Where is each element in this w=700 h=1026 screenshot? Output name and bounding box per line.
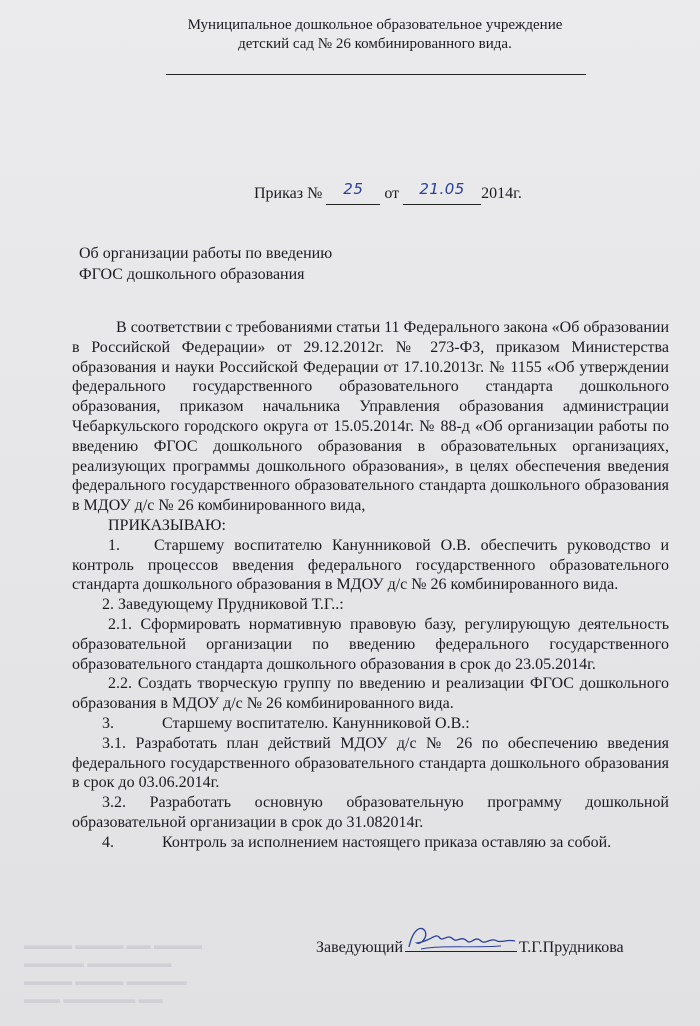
order-date-blank (403, 180, 481, 205)
order-year: 2014г. (481, 185, 522, 202)
item-3-2: 3.2. Разработать основную образовательную программу дошкольной образовательной организации в срок до 31.082014г. (72, 794, 669, 831)
item-2: 2. Заведующему Прудниковой Т.Г..: (102, 596, 344, 614)
header-line-1: Муниципальное дошкольное образовательное учреждение (187, 17, 563, 33)
item-1 (72, 536, 669, 595)
item-4-text: Контроль за исполнением настоящего приказа оставляю за собой. (162, 833, 612, 851)
institution-header (160, 16, 590, 54)
title-line-2: ФГОС дошкольного образования (79, 266, 305, 283)
order-number-blank (326, 180, 380, 205)
item-4 (72, 833, 669, 853)
header-divider (166, 74, 586, 75)
signature-line (405, 935, 517, 952)
document-title (79, 243, 332, 285)
header-line-2: детский сад № 26 комбинированного вида. (238, 36, 512, 52)
item-4-number: 4. (102, 833, 114, 851)
item-1-number: 1. (108, 536, 120, 554)
document-body (72, 318, 669, 853)
item-2-1: 2.1. Сформировать нормативную правовую базу, регулирующую деятельность образовательной организации по введению федерального государственного образовательного стандарта дошкольного образования в срок до 23.05.2014г. (72, 615, 669, 673)
handwritten-signature (401, 921, 521, 955)
title-line-1: Об организации работы по введению (79, 245, 333, 262)
item-3 (72, 714, 669, 734)
item-3-1: 3.1. Разработать план действий МДОУ д/с № 26 по обеспечению введения федерального государственного образовательного стандарта дошкольного образования в срок до 03.06.2014г. (72, 734, 669, 792)
order-prefix: Приказ № (254, 185, 323, 202)
signature-block (316, 935, 624, 958)
order-date-handwritten: 21.05 (419, 180, 465, 198)
bleed-through-text: ▬▬▬▬ ▬▬▬▬ ▬▬ ▬▬▬▬ ▬▬▬▬▬ ▬▬▬▬▬▬▬ ▬▬▬▬ ▬▬▬▬ ▬▬▬▬▬ ▬▬▬ ▬▬▬▬▬▬ ▬▬ (24, 938, 203, 1006)
signatory-position: Заведующий (316, 939, 404, 956)
item-1-text: Старшему воспитателю Канунниковой О.В. обеспечить руководство и контроль процессов введения федерального государственного образовательного стандарта дошкольного образования в МДОУ д/с № 26 комбинированного вида. (72, 536, 669, 594)
order-word: ПРИКАЗЫВАЮ: (108, 516, 226, 534)
item-3-text: Старшему воспитателю. Канунниковой О.В.: (162, 714, 470, 732)
item-2-2: 2.2. Создать творческую группу по введению и реализации ФГОС дошкольного образования в МДОУ д/с № 26 комбинированного вида. (72, 675, 669, 713)
order-date-prefix: от (384, 185, 400, 202)
item-3-number: 3. (102, 714, 114, 732)
order-heading (254, 180, 522, 205)
preamble-paragraph: В соответствии с требованиями статьи 11 Федерального закона «Об образовании в Российской Федерации» от 29.12.2012г. № 273-ФЗ, приказом Министерства образования и науки Российской Федерации от 17.10.2013г. № 1155 «Об утверждении федерального государственного образовательного стандарта дошкольного образования, приказом начальника Управления образования администрации Чебаркульского городского округа от 15.05.2014г. № 88-д «Об организации работы по введению ФГОС дошкольного образования в образовательных организациях, реализующих программы дошкольного образования», в целях обеспечения введения федерального государственного образовательного стандарта дошкольного образования в МДОУ д/с № 26 комбинированного вида, (72, 319, 669, 515)
signatory-name: Т.Г.Прудникова (519, 939, 624, 956)
order-number-handwritten: 25 (343, 180, 364, 198)
